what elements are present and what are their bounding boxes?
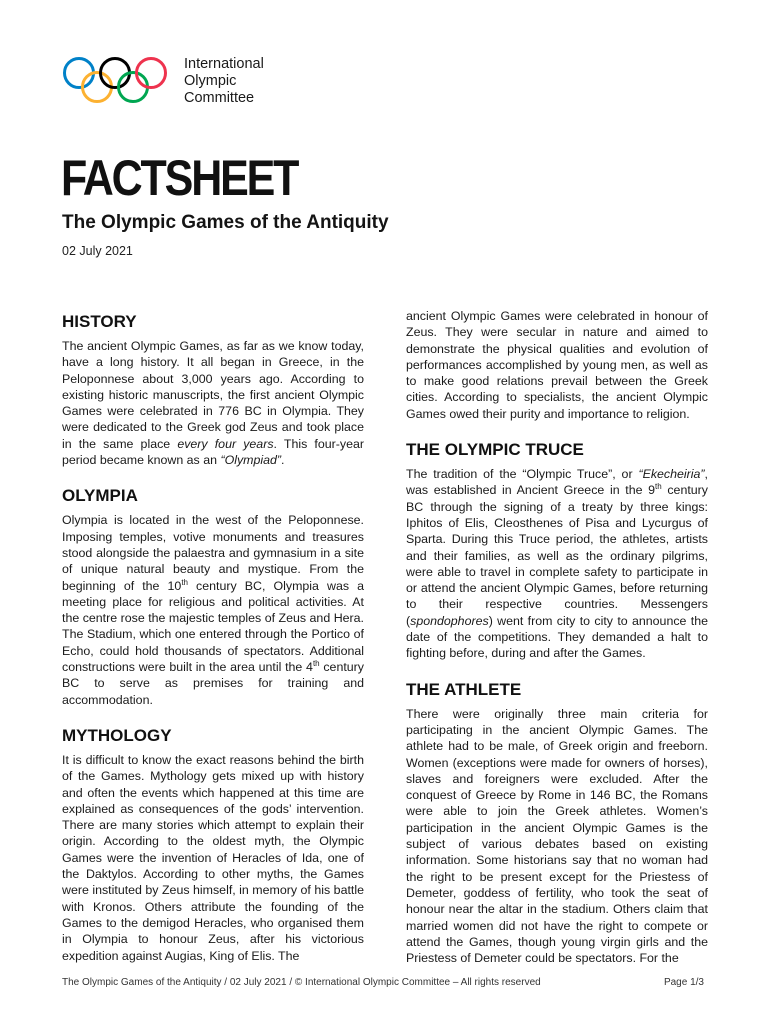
truce-text-3: century BC through the signing of a treaty by three kings: Iphitos of Elis, Cleosthenes of Pisa and Lycurgus of Sparta. During this Truce period, the athletes, artists and their families, as well as the ordinary pilgrims, were able to travel in complete safety to participate in or attend the ancient Olympic Games, before returning to their respective countries. Messengers ( (406, 483, 708, 628)
olympia-text-2: century BC, Olympia was a meeting place for religious and political activities. At the centre rose the majestic temples of Zeus and Hera. The Stadium, which one entered through the Portico of Echo, could hold thousands of spectators. Additional constructions were built in the area until the 4 (62, 578, 364, 675)
document-date: 02 July 2021 (62, 244, 133, 258)
red-ring (137, 59, 166, 88)
olympia-superscript-1: th (181, 577, 188, 587)
mythology-heading: MYTHOLOGY (62, 725, 172, 745)
page-number: Page 1/3 (663, 977, 704, 988)
athlete-paragraph: There were originally three main criteria for participating in the ancient Olympic Games. The athlete had to be male, of Greek origin and freeborn. Women (exceptions were made for owners of horses), slaves and foreigners were excluded. After the conquest of Greece by Rome in 146 BC, the Romans were able to join the Greek athletes. Women’s participation in the ancient Olympic Games is the subject of various debates based on existing information. Some historians say that no woman had the right to be present except for the Priestess of Demeter, goddess of fertility, who took the seat of honour near the altar in the stadium. Others claim that married women did not have the right to compete or attend the Games, though young virgin girls and the Priestess of Demeter could be spectators. For the (406, 706, 708, 966)
truce-text-1: The tradition of the “Olympic Truce”, or (406, 467, 639, 482)
athlete-section (406, 678, 708, 967)
truce-text-4: ) went from city to city to announce the date of the competitions. They demanded a halt to fighting before, during and after the Games. (406, 613, 708, 661)
history-text-3: . (281, 453, 285, 468)
truce-superscript-1: th (655, 482, 662, 492)
olympic-rings-icon (62, 56, 168, 106)
right-column (406, 308, 708, 966)
document-title: FACTSHEET (61, 150, 298, 206)
organization-name (184, 56, 264, 107)
blue-ring (65, 59, 94, 88)
black-ring (101, 59, 130, 88)
history-text-2: . This four-year period became known as an (62, 436, 364, 468)
truce-text-2: , was established in Ancient Greece in the 9 (406, 467, 708, 498)
mythology-section (62, 724, 364, 964)
mythology-paragraph: It is difficult to know the exact reasons behind the birth of the Games. Mythology gets mixed up with history and often the events which happened at this time are explained as consequences of the gods’ intervention. There are many stories which attempt to explain their origin. According to the oldest myth, the Olympic Games were the invention of Heracles of Ida, one of the Daktylos. According to other myths, the Games were instituted by Zeus himself, in memory of his battle with Kronos. Others attribute the founding of the Games to the demigod Heracles, who organised them in Olympia to honour Zeus, after his victorious expedition against Augias, King of Elis. The (62, 752, 364, 963)
page-footer (62, 977, 704, 988)
history-emphasis-1: every four years (177, 436, 274, 451)
mythology-continued-paragraph: ancient Olympic Games were celebrated in honour of Zeus. They were secular in nature and aimed to demonstrate the physical qualities and evolution of performances accomplished by young men, as well as to make good relations prevail between the Greek cities. According to specialists, the ancient Olympic Games owed their purity and importance to religion. (406, 309, 708, 421)
olympic-truce-section (406, 438, 708, 662)
history-section (62, 310, 364, 468)
green-ring (119, 73, 148, 102)
yellow-ring (83, 73, 112, 102)
history-paragraph (62, 338, 364, 468)
left-column (62, 310, 364, 964)
document-subtitle: The Olympic Games of the Antiquity (62, 212, 389, 233)
olympic-truce-heading: THE OLYMPIC TRUCE (406, 440, 584, 460)
org-line-3: Committee (184, 90, 255, 106)
history-emphasis-2: “Olympiad” (220, 453, 282, 468)
truce-emphasis-2: spondophores (410, 613, 489, 628)
olympia-text-3: century BC to serve as premises for training and accommodation. (62, 660, 364, 707)
athlete-heading: THE ATHLETE (406, 679, 522, 699)
olympia-text-1: Olympia is located in the west of the Peloponnese. Imposing temples, votive monuments and treasures stood alongside the palaestra and gymnasium in a site of unique natural beauty and mystique. From the beginning of the 10 (62, 513, 364, 593)
olympia-section (62, 484, 364, 708)
truce-emphasis-1: “Ekecheiria” (638, 467, 705, 482)
history-heading: HISTORY (62, 312, 137, 331)
org-line-2: Olympic (184, 73, 237, 89)
history-text-1: The ancient Olympic Games, as far as we know today, have a long history. It all began in Greece, in the Peloponnese about 3,000 years ago. According to existing historic manuscripts, the first ancient Olympic Games were celebrated in 776 BC in Olympia. They were dedicated to the Greek god Zeus and took place in the same place (62, 339, 364, 451)
olympia-superscript-2: th (312, 658, 320, 668)
olympic-truce-paragraph (406, 466, 708, 662)
olympia-heading: OLYMPIA (62, 486, 138, 506)
footer-citation: The Olympic Games of the Antiquity / 02 July 2021 / © International Olympic Committee – All rights reserved (62, 977, 541, 988)
olympia-paragraph (62, 512, 364, 708)
org-line-1: International (184, 56, 264, 72)
